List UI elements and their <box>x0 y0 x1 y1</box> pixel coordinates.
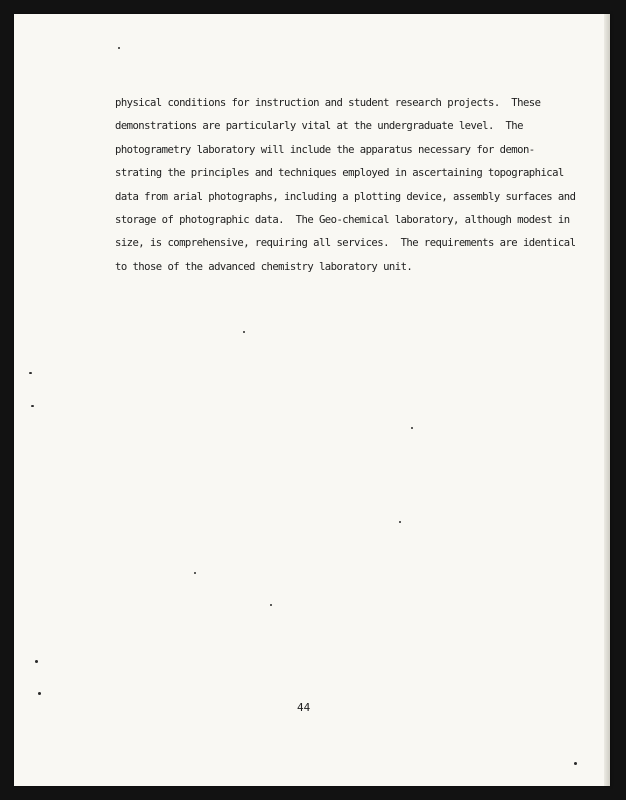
paragraph-line: storage of photographic data. The Geo-chemical laboratory, although modest in <box>115 213 570 226</box>
paper-speck <box>574 762 577 765</box>
body-paragraph <box>115 92 585 279</box>
page-number: 44 <box>297 701 311 714</box>
paper-speck <box>399 521 401 523</box>
paper-speck <box>270 604 272 606</box>
paper-edge-shadow <box>604 14 610 786</box>
paragraph-line: physical conditions for instruction and student research projects. These <box>115 97 541 109</box>
paragraph-line: photogrametry laboratory will include the apparatus necessary for demon- <box>115 143 535 156</box>
paper-speck <box>35 660 38 663</box>
paragraph-line: demonstrations are particularly vital at the undergraduate level. The <box>115 120 523 133</box>
paper-speck <box>29 372 32 374</box>
paper-sheet <box>14 14 610 786</box>
paper-speck <box>243 331 245 333</box>
paper-speck <box>118 47 120 49</box>
paragraph-line: data from arial photographs, including a plotting device, assembly surfaces and <box>115 190 576 203</box>
paper-speck <box>31 405 34 407</box>
paragraph-line: to those of the advanced chemistry laboratory unit. <box>115 260 413 273</box>
paper-speck <box>38 692 41 695</box>
paragraph-line: size, is comprehensive, requiring all services. The requirements are identical <box>115 237 576 250</box>
paper-speck <box>194 572 196 574</box>
paragraph-line: strating the principles and techniques employed in ascertaining topographical <box>115 167 564 180</box>
paper-speck <box>411 427 413 429</box>
